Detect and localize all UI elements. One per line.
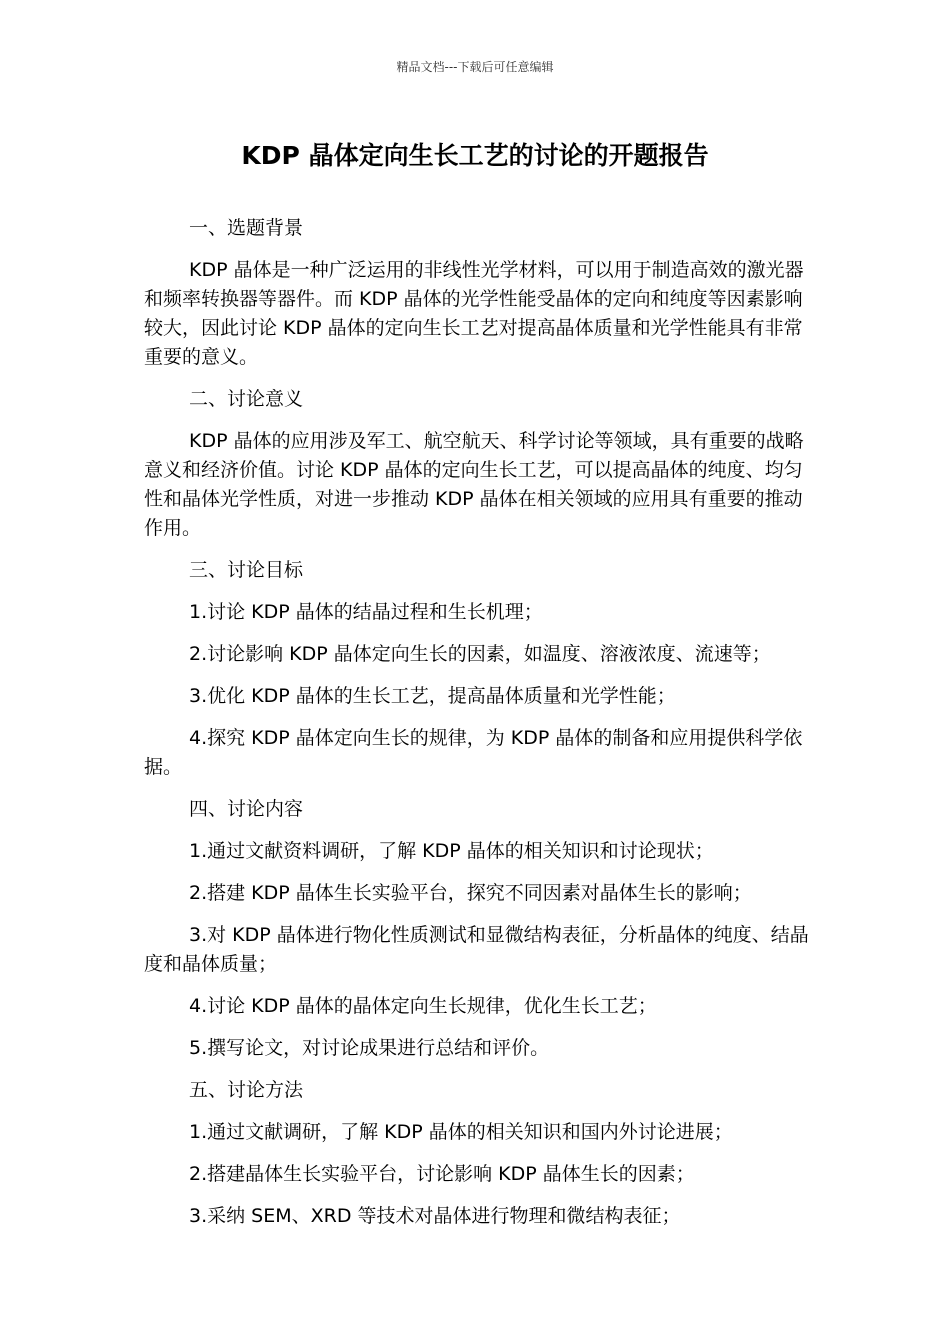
list-item: 3.优化 KDP 晶体的生长工艺，提高晶体质量和光学性能； <box>189 685 676 707</box>
list-item: 1.通过文献资料调研，了解 KDP 晶体的相关知识和讨论现状； <box>189 840 714 862</box>
paragraph: KDP 晶体是一种广泛运用的非线性光学材料，可以用于制造高效的激光器和频率转换器等器件。而 KDP 晶体的光学性能受晶体的定向和纯度等因素影响较大，因此讨论 KDP 晶体的定向生长工艺对提高晶体质量和光学性能具有非常重要的意义。 <box>144 259 804 368</box>
list-item: 5.撰写论文，对讨论成果进行总结和评价。 <box>189 1037 550 1059</box>
section-heading-goals: 三、讨论目标 <box>189 559 304 581</box>
list-item: 4.讨论 KDP 晶体的晶体定向生长规律，优化生长工艺； <box>189 995 657 1017</box>
section-heading-background: 一、选题背景 <box>189 217 304 239</box>
document-body <box>144 214 812 1244</box>
list-item: 2.讨论影响 KDP 晶体定向生长的因素，如温度、溶液浓度、流速等； <box>189 643 771 665</box>
list-item: 3.对 KDP 晶体进行物化性质测试和显微结构表征，分析晶体的纯度、结晶度和晶体质量； <box>144 924 809 975</box>
list-item: 1.通过文献调研，了解 KDP 晶体的相关知识和国内外讨论进展； <box>189 1121 733 1143</box>
list-item: 2.搭建 KDP 晶体生长实验平台，探究不同因素对晶体生长的影响； <box>189 882 752 904</box>
section-heading-content: 四、讨论内容 <box>189 798 304 820</box>
list-item: 2.搭建晶体生长实验平台，讨论影响 KDP 晶体生长的因素； <box>189 1163 695 1185</box>
list-item: 3.采纳 SEM、XRD 等技术对晶体进行物理和微结构表征； <box>189 1205 681 1227</box>
paragraph: KDP 晶体的应用涉及军工、航空航天、科学讨论等领域，具有重要的战略意义和经济价值。讨论 KDP 晶体的定向生长工艺，可以提高晶体的纯度、均匀性和晶体光学性质，对进一步推动 KDP 晶体在相关领域的应用具有重要的推动作用。 <box>144 430 804 539</box>
document-title: KDP 晶体定向生长工艺的讨论的开题报告 <box>241 141 709 170</box>
header-watermark: 精品文档---下载后可任意编辑 <box>396 60 554 74</box>
list-item: 1.讨论 KDP 晶体的结晶过程和生长机理； <box>189 601 543 623</box>
list-item: 4.探究 KDP 晶体定向生长的规律，为 KDP 晶体的制备和应用提供科学依据。 <box>144 727 803 778</box>
section-heading-methods: 五、讨论方法 <box>189 1079 304 1101</box>
section-heading-significance: 二、讨论意义 <box>189 388 304 410</box>
